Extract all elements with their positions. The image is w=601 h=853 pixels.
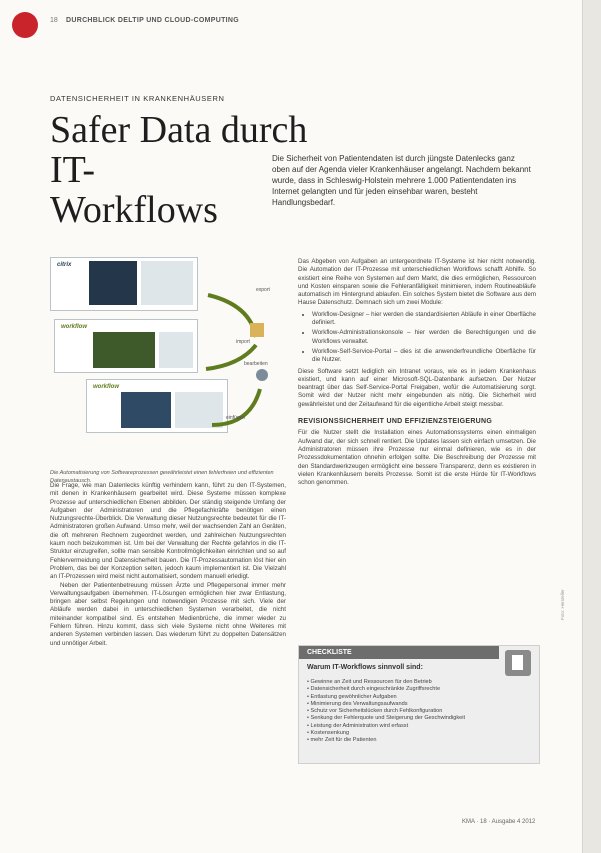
figure-panel-citrix xyxy=(50,257,198,311)
checklist-item: • Leistung der Administration wird erfasst xyxy=(307,723,532,730)
figure-brand-workflow-2: workflow xyxy=(93,384,120,390)
section-header: DURCHBLICK DELTIP UND CLOUD-COMPUTING xyxy=(66,17,239,24)
module-list-item: • Workflow-Self-Service-Portal – dies ist die anwenderfreundliche Oberfläche für die Nutzer. xyxy=(312,348,536,365)
checklist-item: • Senkung der Fehlerquote und Steigerung der Geschwindigkeit xyxy=(307,715,532,722)
label-einfuegen: einfügen xyxy=(226,415,246,421)
checklist-item: • Minimierung des Verwaltungsaufwands xyxy=(307,701,532,708)
checklist-item: • Kostensenkung xyxy=(307,730,532,737)
red-corner-dot xyxy=(12,12,38,38)
article-kicker: DATENSICHERHEIT IN KRANKENHÄUSERN xyxy=(50,94,225,103)
title-line-2: Workflows xyxy=(50,189,218,231)
body-right-paragraph-3: Für die Nutzer stellt die Installation eines Automationssystems einen einmaligen Aufwand dar, der sich schnell rentiert. Die Updates lassen sich einfach umsetzen. Die Administratoren müssen ihre Prozesse nur einmal definieren, wie es in der Prozessdokumentation ohnehin erfolgen sollte. Die Beschreibung der Prozesse mit den Standardwerkzeugen ermöglicht eine bessere Transparenz, denn es existieren in vielen Krankenhäusern bereits Prozesse. Somit ist die erste Hürde für IT-Workflows schon genommen. xyxy=(298,429,536,487)
module-list-item: • Workflow-Administrationskonsole – hier werden die Berechtigungen und die Workflows verwaltet. xyxy=(312,329,536,346)
body-column-right xyxy=(298,258,536,487)
figure-brand-citrix: citrix xyxy=(54,261,74,269)
figure-screenshot-dark xyxy=(89,261,137,305)
label-import: import xyxy=(236,339,250,345)
page-footer: KMA · 18 · Ausgabe 4 2012 xyxy=(462,819,536,825)
figure-caption: Die Automatisierung von Softwareprozessen gewährleistet einen fehlerfreien und effizienten Datenaustausch. xyxy=(50,470,274,484)
title-line-1: Safer Data durch IT- xyxy=(50,109,308,191)
side-credit: Foto: Hersteller xyxy=(560,589,565,620)
checklist-document-icon xyxy=(505,650,531,676)
figure-brand-workflow-1: workflow xyxy=(61,324,88,330)
body-right-paragraph-1: Das Abgeben von Aufgaben an untergeordnete IT-Systeme ist hier nicht notwendig. Die Automation der IT-Prozesse mit unterschiedlichen Workflows schafft Abhilfe. So existiert eine Reihe von Systemen auf dem Markt, die dies ermöglichen, Ressourcen und Kosten einsparen sowie die Fehleranfälligkeit minimieren, indem Routineabläufe automatisch im Hintergrund ablaufen. Ein solches System bietet die Software aus dem Hause Datenschutz. Demnach sich um zwei Module: xyxy=(298,258,536,307)
arrow-export xyxy=(208,295,256,337)
data-package-icon xyxy=(250,323,264,337)
workflow-figure xyxy=(50,255,282,445)
body-right-paragraph-2: Diese Software setzt lediglich ein Intranet voraus, wie es in jedem Krankenhaus existiert, und kann auf einer Microsoft-SQL-Datenbank aufsetzen. Der Nutzer beantragt über das Self-Service-Portal Freigaben, wofür die Automatisierung sorgt. Somit wird der Nutzer nicht mehr eingebunden als nötig. Die Sicherheit wird gewährleistet und der Zeitaufwand für die eigentliche Arbeit steigt messbar. xyxy=(298,367,536,408)
page-number: 18 xyxy=(50,17,58,24)
label-bearbeiten: bearbeiten xyxy=(244,361,268,367)
figure-flow-arrows xyxy=(200,285,280,435)
page-edge xyxy=(582,0,601,853)
figure-screenshot-green xyxy=(93,332,155,368)
checklist-subheading: Warum IT-Workflows sinnvoll sind: xyxy=(307,664,423,671)
checklist-item: • Datensicherheit durch eingeschränkte Zugriffsrechte xyxy=(307,686,532,693)
figure-screenshot-blue xyxy=(121,392,171,428)
label-export: export xyxy=(256,287,270,293)
checklist-item: • Gewinne an Zeit und Ressourcen für den Betrieb xyxy=(307,679,532,686)
section-subheading: REVISIONSSICHERHEIT UND EFFIZIENZSTEIGERUNG xyxy=(298,418,493,426)
checklist-item: • mehr Zeit für die Patienten xyxy=(307,737,532,744)
body-column-left xyxy=(50,482,286,648)
checklist-heading: CHECKLISTE xyxy=(299,646,499,659)
figure-panel-workflow-1 xyxy=(54,319,198,373)
body-left-paragraph-1: Die Frage, wie man Datenlecks künftig verhindern kann, führt zu den IT-Systemen, mit denen in Krankenhäusern gearbeitet wird. Diese Systeme müssen komplexe Prozesse auf unterschiedlichen Ebenen abbilden. Der ständig steigende Umfang der Aufgaben der Administratoren und die Pflegefachkräfte benötigen einen Nutzungsrechte-Überblick. Die Verwaltung dieser Nutzungsrechte bedeutet für die IT-Administratoren großen Aufwand. Umso mehr, weil der wachsenden Zahl an Geräten, die oft mehreren Rechnern zugeordnet werden, und zahlreichen Nutzungsrechten kaum noch beizukommen ist. Um bei der Verwaltung der Rechte gefahrlos in die IT-Struktur einzugreifen, sollte man sensible Kontrollmöglichkeiten einrichten und so auf Fehlervermeidung und Datensicherheit bauen. Die IT-Prozessautomation löst hier ein Problem, das bei der Konzeption selten, jedoch kaum implementiert ist. Die Vielzahl an IT-Prozessen wird meist nicht automatisiert, sondern manuell erledigt. xyxy=(50,482,286,581)
figure-screenshot-light xyxy=(141,261,193,305)
figure-screenshot-light-2 xyxy=(159,332,193,368)
article-lead: Die Sicherheit von Patientendaten ist durch jüngste Datenlecks ganz oben auf der Agenda vieler Krankenhäuser angelangt. Nachdem bekannt wurde, dass in Schleswig-Holstein mehrere 1.000 Patientendaten ins Internet gelangten und für jeden einsehbar waren, besteht Handlungsbedarf. xyxy=(272,154,531,207)
checklist-items xyxy=(307,679,532,745)
checklist-box xyxy=(298,645,540,764)
body-left-paragraph-2: Neben der Patientenbetreuung müssen Ärzte und Pflegepersonal immer mehr Verwaltungsaufgaben übernehmen. IT-Lösungen ermöglichen hier zwar Entlastung, bringen aber selbst Regelungen und notwendigen Prozesse mit sich. Viele der Abläufe werden dabei in unterschiedlichen Systemen verarbeitet, die nicht miteinander kompatibel sind. Es entstehen Medienbrüche, die immer wieder zu Fehlern führen. Hinzu kommt, dass sich viele Systeme nicht ohne Weiteres mit anderen Systemen verbinden lassen. Das wiederum führt zu doppelten Datensätzen und unnötiger Arbeit. xyxy=(50,581,286,647)
module-list-item: • Workflow-Designer – hier werden die standardisierten Abläufe in einer Oberfläche definiert. xyxy=(312,311,536,328)
gear-icon xyxy=(256,369,268,381)
checklist-item: • Schutz vor Sicherheitslücken durch Fehlkonfiguration xyxy=(307,708,532,715)
checklist-item: • Entlastung gewöhnlicher Aufgaben xyxy=(307,694,532,701)
module-list xyxy=(312,311,536,365)
